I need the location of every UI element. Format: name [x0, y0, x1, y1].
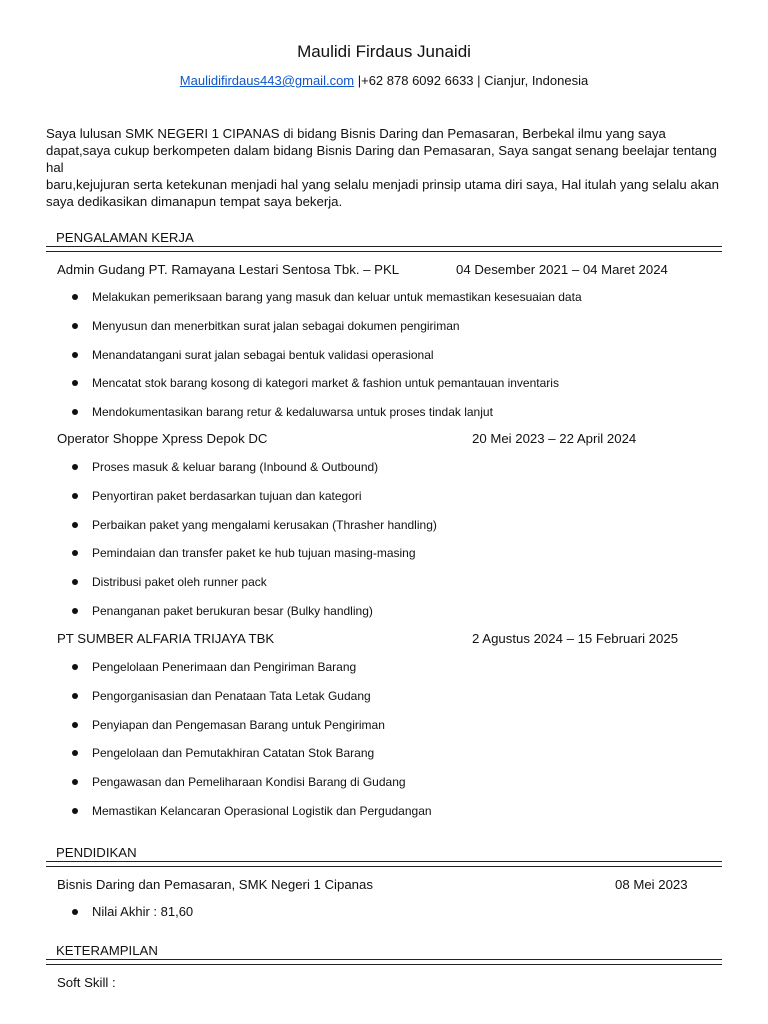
list-item: Penyortiran paket berdasarkan tujuan dan kategori	[70, 488, 437, 517]
job-date: 2 Agustus 2024 – 15 Februari 2025	[472, 631, 679, 646]
education-date: 08 Mei 2023	[615, 877, 688, 892]
contact-line	[0, 73, 768, 88]
job-date: 20 Mei 2023 – 22 April 2024	[472, 431, 637, 446]
job-date: 04 Desember 2021 – 04 Maret 2024	[456, 262, 668, 277]
education-title: Bisnis Daring dan Pemasaran, SMK Negeri 1 Cipanas	[57, 877, 373, 892]
resume-name: Maulidi Firdaus Junaidi	[297, 42, 471, 61]
list-item: Menyusun dan menerbitkan surat jalan sebagai dokumen pengiriman	[70, 318, 582, 347]
job-title: Operator Shoppe Xpress Depok DC	[57, 431, 268, 446]
job-duties-list	[70, 289, 582, 433]
summary	[46, 125, 726, 210]
list-item: Pengawasan dan Pemeliharaan Kondisi Barang di Gudang	[70, 774, 432, 803]
list-item: Pengelolaan dan Pemutakhiran Catatan Stok Barang	[70, 745, 432, 774]
email-link[interactable]: Maulidifirdaus443@gmail.com	[179, 73, 355, 88]
job-title: Admin Gudang PT. Ramayana Lestari Sentosa Tbk. – PKL	[57, 262, 400, 277]
section-heading-experience: PENGALAMAN KERJA	[56, 230, 194, 245]
list-item: Mendokumentasikan barang retur & kedaluwarsa untuk proses tindak lanjut	[70, 404, 582, 433]
list-item: Pengorganisasian dan Penataan Tata Letak Gudang	[70, 688, 432, 717]
section-heading-education: PENDIDIKAN	[56, 845, 137, 860]
job-duties-list	[70, 659, 432, 832]
list-item: Penyiapan dan Pengemasan Barang untuk Pengiriman	[70, 717, 432, 746]
section-divider	[46, 959, 722, 965]
list-item: Nilai Akhir : 81,60	[70, 904, 193, 933]
list-item: Distribusi paket oleh runner pack	[70, 574, 437, 603]
summary-paragraph: Saya lulusan SMK NEGERI 1 CIPANAS di bidang Bisnis Daring dan Pemasaran, Berbekal ilmu yang saya dapat,saya cukup berkompeten dalam bidang Bisnis Daring dan Pemasaran, Saya sangat senang beelajar tentang hal	[46, 126, 717, 175]
job-title: PT SUMBER ALFARIA TRIJAYA TBK	[57, 631, 275, 646]
list-item: Proses masuk & keluar barang (Inbound & Outbound)	[70, 459, 437, 488]
section-heading-skills: KETERAMPILAN	[56, 943, 158, 958]
section-divider	[46, 246, 722, 252]
list-item: Penanganan paket berukuran besar (Bulky handling)	[70, 603, 437, 632]
summary-paragraph: baru,kejujuran serta ketekunan menjadi hal yang selalu menjadi prinsip utama diri saya, Hal itulah yang selalu akan saya dedikasikan dimanapun tempat saya bekerja.	[46, 177, 719, 209]
section-divider	[46, 861, 722, 867]
list-item: Menandatangani surat jalan sebagai bentuk validasi operasional	[70, 347, 582, 376]
list-item: Memastikan Kelancaran Operasional Logistik dan Pergudangan	[70, 803, 432, 832]
list-item: Melakukan pemeriksaan barang yang masuk dan keluar untuk memastikan kesesuaian data	[70, 289, 582, 318]
education-details-list	[70, 904, 193, 933]
soft-skill-label: Soft Skill :	[57, 975, 116, 990]
job-duties-list	[70, 459, 437, 632]
list-item: Pengelolaan Penerimaan dan Pengiriman Barang	[70, 659, 432, 688]
list-item: Mencatat stok barang kosong di kategori market & fashion untuk pemantauan inventaris	[70, 375, 582, 404]
contact-details: |+62 878 6092 6633 | Cianjur, Indonesia	[354, 73, 589, 88]
list-item: Pemindaian dan transfer paket ke hub tujuan masing-masing	[70, 545, 437, 574]
list-item: Perbaikan paket yang mengalami kerusakan (Thrasher handling)	[70, 517, 437, 546]
